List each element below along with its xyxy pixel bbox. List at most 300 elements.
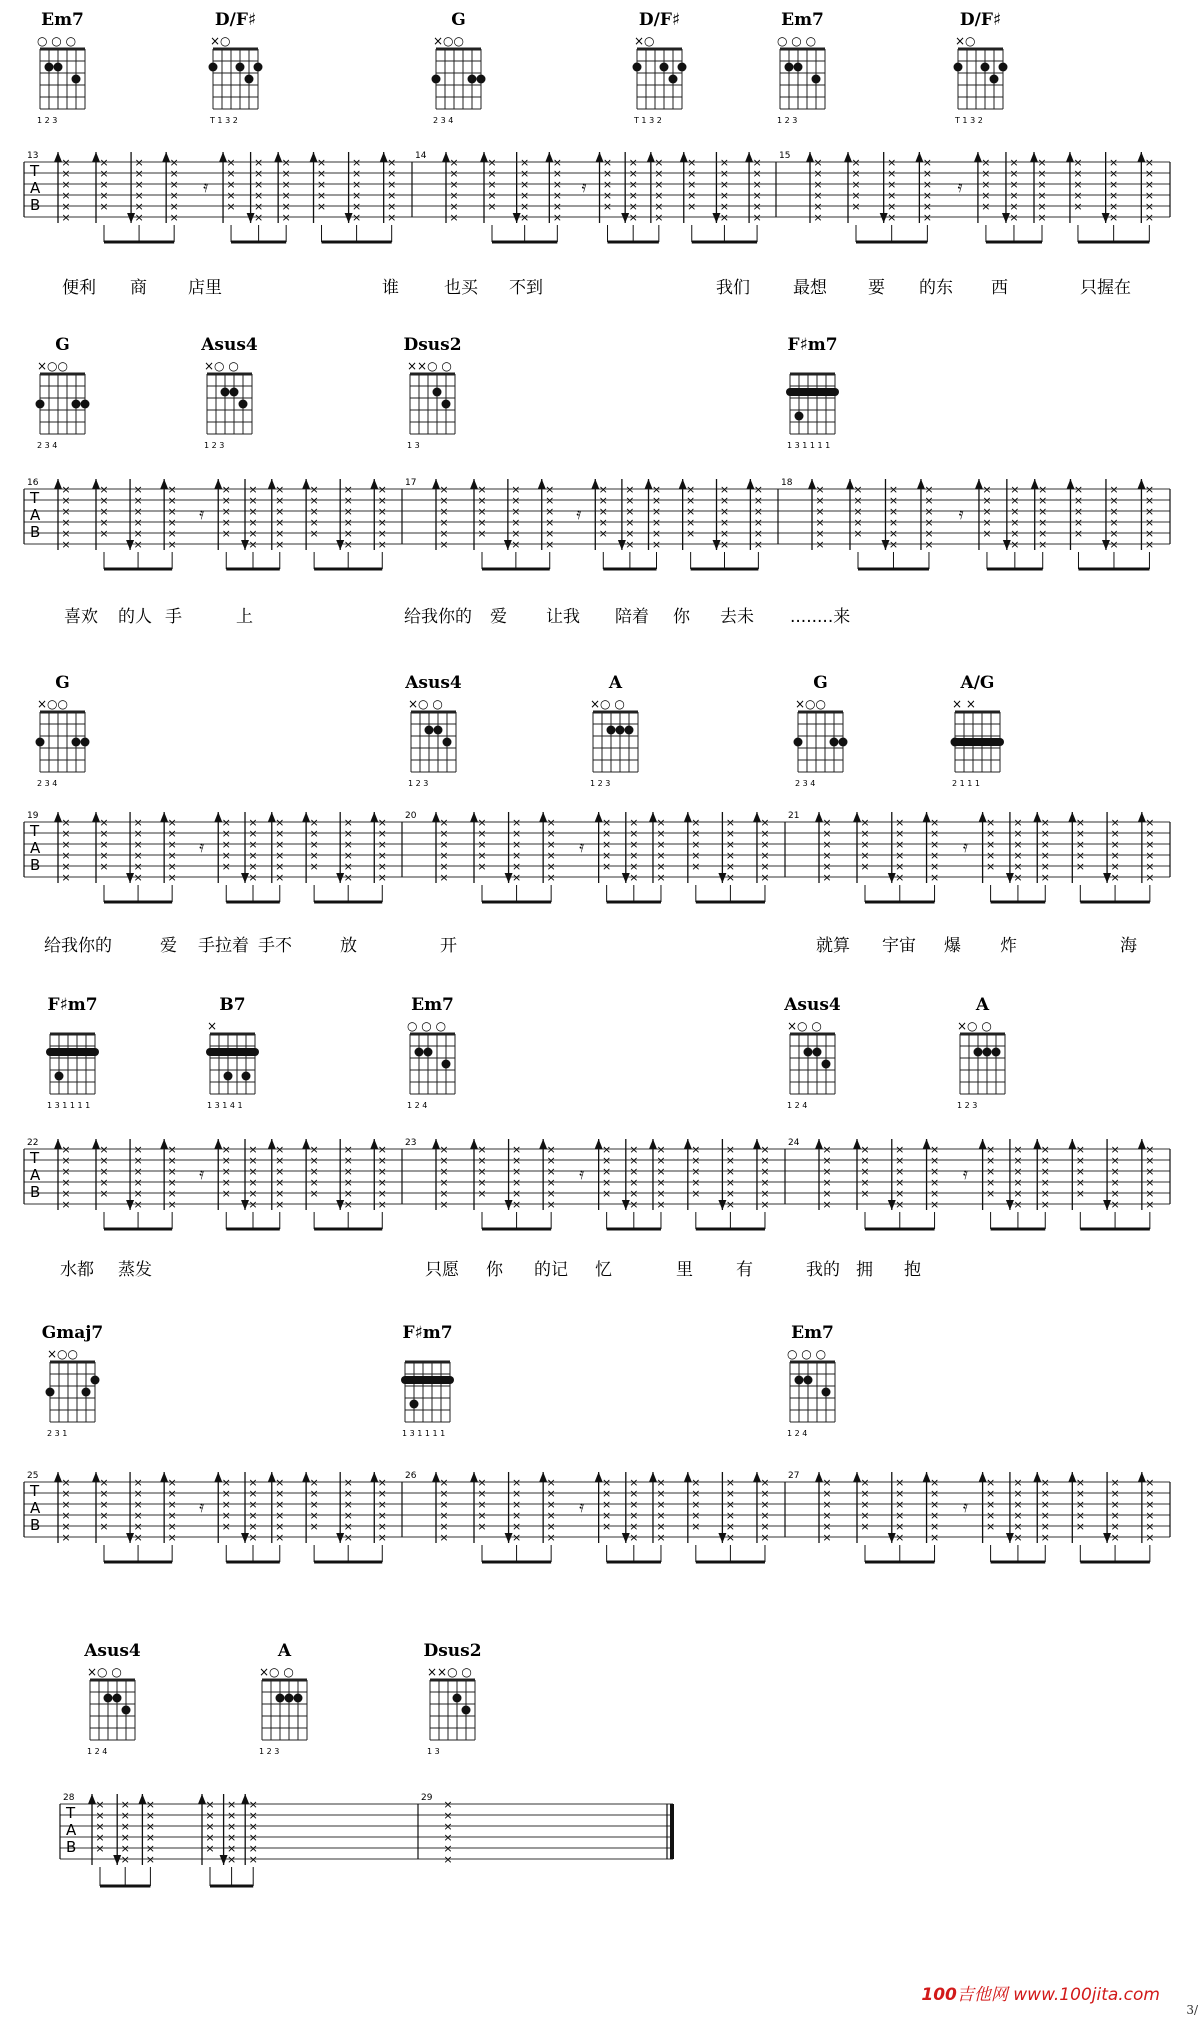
tab-x-mark: ×: [377, 494, 387, 507]
chord-name: F♯m7: [402, 1323, 453, 1343]
tab-x-mark: ×: [343, 1187, 353, 1200]
chord-finger-dot: [785, 63, 794, 72]
tab-x-mark: ×: [1038, 527, 1048, 540]
tab-x-mark: ×: [169, 167, 179, 180]
tab-x-mark: ×: [221, 1154, 231, 1167]
tab-x-mark: ×: [895, 1198, 905, 1211]
site-watermark: [921, 1980, 1160, 2005]
tab-x-mark: ×: [929, 860, 940, 873]
tab-x-mark: ×: [61, 1487, 71, 1500]
tab-x-mark: ×: [1110, 1176, 1120, 1189]
tab-x-mark: ×: [377, 1143, 387, 1156]
tab-x-mark: ×: [351, 178, 362, 191]
tab-x-mark: ×: [439, 849, 449, 862]
tab-x-mark: ×: [1145, 1520, 1155, 1533]
tab-x-mark: ×: [1073, 516, 1084, 529]
tab-x-mark: ×: [120, 1809, 130, 1822]
tab-x-mark: ×: [815, 505, 825, 518]
tab-x-mark: ×: [99, 1187, 109, 1200]
tab-x-mark: ×: [248, 1842, 258, 1855]
tab-x-mark: ×: [226, 1853, 237, 1866]
tab-x-mark: ×: [602, 1520, 612, 1533]
tab-x-mark: ×: [981, 156, 991, 169]
tab-x-mark: ×: [1010, 516, 1020, 529]
tab-x-mark: ×: [822, 838, 832, 851]
tab-x-mark: ×: [520, 211, 530, 224]
tab-x-mark: ×: [929, 838, 940, 851]
tab-x-mark: ×: [99, 1498, 109, 1511]
tab-x-mark: ×: [895, 838, 905, 851]
tab-x-mark: ×: [61, 1520, 71, 1533]
tab-x-mark: ×: [1009, 211, 1019, 224]
tab-x-mark: ×: [625, 527, 635, 540]
tab-x-mark: ×: [511, 527, 521, 540]
tab-x-mark: ×: [686, 527, 696, 540]
tab-x-mark: ×: [511, 483, 521, 496]
open-mute-markers: ××○ ○: [407, 359, 452, 373]
tab-x-mark: ×: [545, 494, 555, 507]
tab-x-mark: ×: [691, 1176, 701, 1189]
chord-finger-dot: [224, 1072, 233, 1081]
tab-x-mark: ×: [602, 1143, 612, 1156]
tab-x-mark: ×: [1040, 827, 1050, 840]
tab-x-mark: ×: [439, 1143, 449, 1156]
tab-x-mark: ×: [316, 189, 327, 202]
tab-x-mark: ×: [1110, 838, 1120, 851]
tab-x-mark: ×: [275, 1187, 285, 1200]
chord-fingering: 1 2 4: [87, 1747, 108, 1756]
rest-symbol: 𝄿: [579, 1497, 585, 1516]
tab-x-mark: ×: [377, 849, 387, 862]
tab-x-mark: ×: [167, 538, 177, 551]
chord-finger-dot: [660, 63, 669, 72]
tab-x-mark: ×: [169, 211, 179, 224]
tab-x-mark: ×: [343, 516, 353, 529]
tab-x-mark: ×: [1110, 1509, 1120, 1522]
tab-x-mark: ×: [985, 1487, 996, 1500]
tab-x-mark: ×: [477, 816, 487, 829]
tab-x-mark: ×: [929, 1487, 940, 1500]
tab-x-mark: ×: [205, 1820, 215, 1833]
tab-x-mark: ×: [656, 838, 666, 851]
tab-x-mark: ×: [439, 1498, 449, 1511]
tab-x-mark: ×: [719, 483, 730, 496]
tab-x-mark: ×: [602, 1498, 612, 1511]
tab-x-mark: ×: [982, 505, 992, 518]
tab-x-mark: ×: [602, 1487, 612, 1500]
tab-x-mark: ×: [1013, 849, 1023, 862]
chord-finger-dot: [795, 1376, 804, 1385]
tab-x-mark: ×: [629, 1531, 639, 1544]
tab-x-mark: ×: [602, 816, 612, 829]
tab-x-mark: ×: [61, 483, 71, 496]
tab-x-mark: ×: [1109, 494, 1119, 507]
chord-name: Gmaj7: [41, 1323, 104, 1343]
tab-x-mark: ×: [1040, 871, 1050, 884]
tab-x-mark: ×: [275, 1531, 285, 1544]
tab-x-mark: ×: [1013, 860, 1023, 873]
tab-x-mark: ×: [511, 1198, 522, 1211]
tab-x-mark: ×: [1013, 1531, 1023, 1544]
lyric-syllable: 爆: [944, 936, 961, 956]
tab-x-mark: ×: [1075, 1487, 1085, 1500]
tab-x-mark: ×: [546, 1143, 556, 1156]
tab-x-mark: ×: [1040, 1476, 1050, 1489]
tab-x-mark: ×: [985, 838, 996, 851]
tab-x-mark: ×: [822, 1476, 832, 1489]
tab-x-mark: ×: [629, 827, 639, 840]
chord-barre: [206, 1048, 259, 1056]
tab-x-mark: ×: [888, 516, 899, 529]
tab-clef-letter: T: [30, 1149, 40, 1167]
tab-x-mark: ×: [1144, 189, 1154, 202]
tab-x-mark: ×: [1009, 156, 1019, 169]
tab-x-mark: ×: [133, 1187, 143, 1200]
tab-x-mark: ×: [133, 1509, 143, 1522]
tab-x-mark: ×: [61, 816, 71, 829]
tab-x-mark: ×: [253, 211, 264, 224]
tab-x-mark: ×: [1110, 1187, 1120, 1200]
tab-x-mark: ×: [443, 1798, 453, 1811]
tab-x-mark: ×: [309, 1154, 319, 1167]
tab-x-mark: ×: [99, 189, 109, 202]
tab-x-mark: ×: [1038, 494, 1048, 507]
tab-x-mark: ×: [546, 838, 556, 851]
lyric-syllable: 西: [991, 278, 1008, 298]
tab-x-mark: ×: [815, 494, 825, 507]
chord-fingering: 1 2 3: [957, 1101, 978, 1110]
tab-x-mark: ×: [167, 838, 177, 851]
tab-x-mark: ×: [99, 860, 109, 873]
tab-x-mark: ×: [860, 816, 870, 829]
tab-x-mark: ×: [248, 1531, 258, 1544]
tab-x-mark: ×: [167, 849, 177, 862]
tab-x-mark: ×: [924, 505, 934, 518]
tab-x-mark: ×: [760, 849, 770, 862]
tab-x-mark: ×: [99, 483, 109, 496]
tab-clef-letter: A: [66, 1821, 77, 1839]
tab-x-mark: ×: [851, 189, 861, 202]
tab-x-mark: ×: [1144, 494, 1155, 507]
tab-x-mark: ×: [99, 1520, 109, 1533]
lyric-syllable: 陪着: [615, 607, 649, 627]
tab-x-mark: ×: [929, 1165, 940, 1178]
lyric-syllable: 有: [736, 1260, 753, 1280]
tab-x-mark: ×: [691, 1509, 701, 1522]
tab-x-mark: ×: [99, 838, 109, 851]
tab-x-mark: ×: [511, 1476, 522, 1489]
tab-x-mark: ×: [253, 178, 264, 191]
tab-x-mark: ×: [343, 1498, 353, 1511]
tab-x-mark: ×: [61, 538, 71, 551]
tab-x-mark: ×: [1110, 1531, 1120, 1544]
tab-x-mark: ×: [134, 211, 144, 224]
tab-x-mark: ×: [167, 494, 177, 507]
tab-x-mark: ×: [1038, 538, 1048, 551]
tab-clef-letter: T: [30, 1482, 40, 1500]
tab-x-mark: ×: [221, 1187, 231, 1200]
tab-x-mark: ×: [860, 1176, 870, 1189]
chord-fingering: 2 3 4: [37, 441, 58, 450]
tab-x-mark: ×: [99, 167, 109, 180]
chord-name: Dsus2: [403, 335, 462, 355]
tab-x-mark: ×: [656, 1176, 666, 1189]
chord-finger-dot: [812, 75, 821, 84]
tab-x-mark: ×: [309, 494, 319, 507]
tab-x-mark: ×: [929, 1498, 940, 1511]
tab-x-mark: ×: [629, 1509, 639, 1522]
tab-x-mark: ×: [226, 1809, 237, 1822]
tab-x-mark: ×: [99, 516, 109, 529]
tab-x-mark: ×: [275, 1487, 285, 1500]
tab-x-mark: ×: [1145, 816, 1155, 829]
tab-clef-letter: T: [66, 1804, 76, 1822]
tab-x-mark: ×: [687, 200, 697, 213]
tab-x-mark: ×: [275, 1143, 285, 1156]
tab-x-mark: ×: [145, 1842, 156, 1855]
tab-x-mark: ×: [133, 1498, 143, 1511]
tab-x-mark: ×: [133, 505, 143, 518]
tab-x-mark: ×: [281, 156, 291, 169]
tab-x-mark: ×: [686, 494, 696, 507]
chord-finger-dot: [442, 400, 451, 409]
tab-x-mark: ×: [760, 1520, 770, 1533]
tab-x-mark: ×: [752, 156, 762, 169]
tab-x-mark: ×: [120, 1798, 130, 1811]
tab-x-mark: ×: [924, 527, 934, 540]
tab-x-mark: ×: [1075, 1476, 1085, 1489]
tab-x-mark: ×: [133, 494, 143, 507]
tab-x-mark: ×: [546, 816, 556, 829]
tab-x-mark: ×: [629, 1198, 639, 1211]
tab-x-mark: ×: [248, 1853, 258, 1866]
tab-x-mark: ×: [248, 527, 258, 540]
tab-clef-letter: T: [30, 162, 40, 180]
tab-x-mark: ×: [813, 178, 823, 191]
tab-x-mark: ×: [248, 1198, 258, 1211]
tab-x-mark: ×: [546, 1520, 556, 1533]
measure-number: 15: [779, 151, 791, 161]
rest-symbol: 𝄿: [576, 504, 582, 523]
tab-x-mark: ×: [1109, 200, 1119, 213]
tab-x-mark: ×: [602, 1187, 612, 1200]
tab-x-mark: ×: [651, 538, 662, 551]
tab-x-mark: ×: [439, 871, 449, 884]
tab-x-mark: ×: [99, 494, 109, 507]
open-mute-markers: ×○ ○: [204, 359, 239, 373]
tab-x-mark: ×: [625, 516, 635, 529]
chord-fingering: 1 2 4: [787, 1101, 808, 1110]
tab-x-mark: ×: [205, 1798, 215, 1811]
tab-x-mark: ×: [133, 860, 143, 873]
tab-x-mark: ×: [248, 1143, 258, 1156]
chord-finger-dot: [81, 738, 90, 747]
tab-x-mark: ×: [922, 156, 932, 169]
tab-x-mark: ×: [439, 860, 449, 873]
tab-x-mark: ×: [1109, 527, 1119, 540]
tab-x-mark: ×: [133, 871, 143, 884]
lyric-syllable: 爱: [490, 607, 507, 627]
open-mute-markers: ×○ ○: [590, 697, 625, 711]
tab-x-mark: ×: [145, 1831, 156, 1844]
chord-name: A: [975, 995, 990, 1015]
tab-x-mark: ×: [887, 156, 897, 169]
tab-x-mark: ×: [654, 189, 664, 202]
tab-x-mark: ×: [1110, 827, 1120, 840]
tab-x-mark: ×: [822, 849, 832, 862]
tab-x-mark: ×: [1040, 816, 1050, 829]
tab-clef-letter: A: [30, 1166, 41, 1184]
tab-x-mark: ×: [1144, 167, 1154, 180]
tab-x-mark: ×: [248, 1165, 258, 1178]
tab-x-mark: ×: [351, 211, 362, 224]
chord-name: F♯m7: [47, 995, 98, 1015]
tab-x-mark: ×: [61, 189, 71, 202]
chord-finger-dot: [415, 1048, 424, 1057]
tab-x-mark: ×: [61, 1176, 71, 1189]
chord-fingering: 2 3 4: [37, 779, 58, 788]
tab-x-mark: ×: [1013, 1487, 1023, 1500]
tab-x-mark: ×: [656, 871, 666, 884]
tab-x-mark: ×: [760, 838, 770, 851]
open-mute-markers: ×○○: [37, 359, 68, 373]
chord-name: Em7: [781, 10, 824, 30]
tab-x-mark: ×: [1145, 1487, 1155, 1500]
tab-x-mark: ×: [377, 1165, 387, 1178]
tab-x-mark: ×: [439, 816, 449, 829]
tab-x-mark: ×: [651, 494, 662, 507]
measure-number: 23: [405, 1138, 417, 1148]
tab-x-mark: ×: [752, 178, 762, 191]
tab-x-mark: ×: [226, 189, 236, 202]
tab-x-mark: ×: [343, 494, 353, 507]
tab-x-mark: ×: [309, 1143, 319, 1156]
rest-symbol: 𝄿: [958, 504, 964, 523]
tab-x-mark: ×: [1109, 178, 1119, 191]
tab-x-mark: ×: [753, 527, 763, 540]
tab-x-mark: ×: [377, 483, 387, 496]
tab-x-mark: ×: [691, 816, 701, 829]
chord-finger-dot: [616, 726, 625, 735]
chord-finger-dot: [954, 63, 963, 72]
rest-symbol: 𝄿: [963, 1497, 968, 1516]
chord-finger-dot: [468, 75, 477, 84]
tab-x-mark: ×: [1075, 1165, 1085, 1178]
lyric-syllable: 手: [165, 607, 182, 627]
tab-x-mark: ×: [61, 167, 71, 180]
tab-x-mark: ×: [61, 1498, 71, 1511]
chord-finger-dot: [54, 63, 63, 72]
tab-x-mark: ×: [275, 516, 285, 529]
tab-x-mark: ×: [309, 1498, 319, 1511]
tab-x-mark: ×: [439, 483, 449, 496]
rest-symbol: 𝄿: [581, 177, 587, 196]
lyric-syllable: 宇宙: [882, 936, 916, 956]
chord-finger-dot: [425, 726, 434, 735]
tab-x-mark: ×: [602, 200, 613, 213]
tab-x-mark: ×: [343, 1531, 353, 1544]
tab-x-mark: ×: [167, 860, 177, 873]
tab-x-mark: ×: [1110, 1143, 1120, 1156]
chord-finger-dot: [209, 63, 218, 72]
tab-x-mark: ×: [895, 1187, 905, 1200]
tab-x-mark: ×: [760, 1509, 770, 1522]
rest-symbol: 𝄿: [203, 177, 209, 196]
tab-x-mark: ×: [99, 1165, 109, 1178]
tab-x-mark: ×: [887, 200, 897, 213]
tab-x-mark: ×: [1110, 849, 1120, 862]
tab-x-mark: ×: [813, 189, 823, 202]
tab-x-mark: ×: [1110, 1198, 1120, 1211]
lyric-syllable: 里: [676, 1260, 693, 1280]
chord-finger-dot: [804, 1376, 813, 1385]
tab-x-mark: ×: [309, 827, 319, 840]
chord-finger-dot: [951, 738, 960, 747]
tab-x-mark: ×: [656, 1531, 666, 1544]
measure-number: 19: [27, 811, 39, 821]
tab-x-mark: ×: [985, 1154, 996, 1167]
tab-x-mark: ×: [1145, 849, 1155, 862]
chord-finger-dot: [236, 63, 245, 72]
tab-x-mark: ×: [1145, 860, 1155, 873]
chord-name: D/F♯: [959, 10, 1002, 30]
tab-x-mark: ×: [226, 156, 236, 169]
chord-finger-dot: [230, 388, 239, 397]
tab-x-mark: ×: [145, 1798, 156, 1811]
tab-x-mark: ×: [281, 178, 291, 191]
tab-x-mark: ×: [439, 505, 449, 518]
tab-x-mark: ×: [895, 1509, 905, 1522]
tab-x-mark: ×: [377, 1520, 387, 1533]
chord-finger-dot: [795, 412, 804, 421]
tab-x-mark: ×: [725, 1487, 736, 1500]
tab-x-mark: ×: [602, 1176, 612, 1189]
chord-fingering: 1 2 3: [204, 441, 225, 450]
tab-x-mark: ×: [924, 494, 934, 507]
tab-x-mark: ×: [221, 494, 231, 507]
tab-x-mark: ×: [133, 1531, 143, 1544]
tab-x-mark: ×: [61, 200, 71, 213]
tab-x-mark: ×: [628, 189, 638, 202]
tab-x-mark: ×: [377, 827, 387, 840]
tab-x-mark: ×: [221, 527, 231, 540]
lyric-syllable: 最想: [793, 278, 827, 298]
chord-name: A/G: [960, 673, 995, 693]
tab-x-mark: ×: [439, 1187, 449, 1200]
open-mute-markers: ○ ○ ○: [407, 1019, 447, 1033]
tab-x-mark: ×: [725, 1176, 736, 1189]
open-mute-markers: ×○ ○: [408, 697, 443, 711]
tab-x-mark: ×: [815, 538, 825, 551]
tab-x-mark: ×: [167, 527, 177, 540]
chord-fingering: 2 3 4: [795, 779, 816, 788]
lyric-syllable: 只愿: [425, 1260, 459, 1280]
tab-x-mark: ×: [822, 1487, 832, 1500]
tab-x-mark: ×: [275, 827, 285, 840]
tab-x-mark: ×: [1040, 1143, 1050, 1156]
tab-x-mark: ×: [656, 816, 666, 829]
lyric-syllable: 抱: [904, 1260, 921, 1280]
tab-x-mark: ×: [651, 505, 662, 518]
tab-x-mark: ×: [275, 838, 285, 851]
measure-number: 24: [788, 1138, 800, 1148]
tab-x-mark: ×: [99, 1143, 109, 1156]
tab-clef-letter: A: [30, 839, 41, 857]
tab-x-mark: ×: [351, 167, 362, 180]
measure-number: 27: [788, 1471, 800, 1481]
tab-x-mark: ×: [99, 1176, 109, 1189]
tab-x-mark: ×: [1013, 1498, 1023, 1511]
